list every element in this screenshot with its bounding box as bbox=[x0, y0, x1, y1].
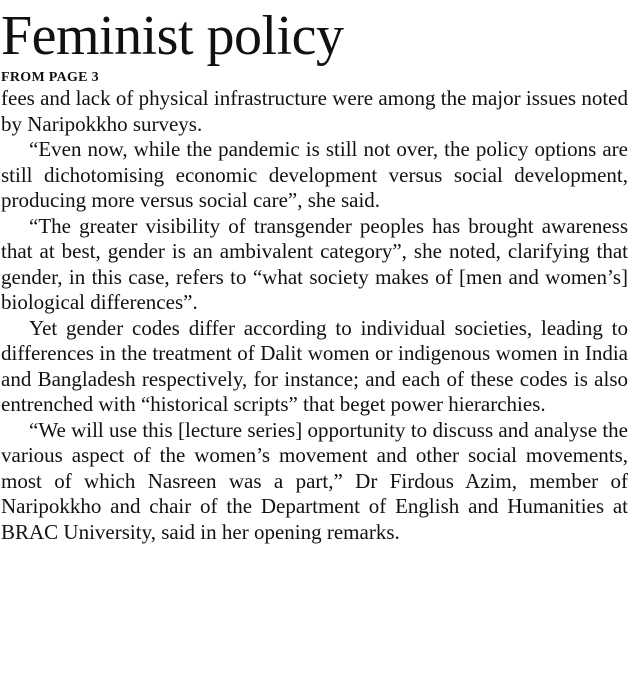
headline: Feminist policy bbox=[1, 5, 344, 67]
paragraph-2: “Even now, while the pandemic is still not over, the policy options are still dichotomising economic development versus social development, producing more versus social care”, she said. bbox=[1, 137, 628, 212]
paragraph-4: Yet gender codes differ according to individual societies, leading to differences in the treatment of Dalit women or indigenous women in India and Bangladesh respectively, for instance; and each of these codes is also entrenched with “historical scripts” that beget power hierarchies. bbox=[1, 315, 628, 416]
article bbox=[1, 0, 628, 545]
paragraph-3: “The greater visibility of transgender peoples has brought awareness that at best, gender is an ambivalent category”, she noted, clarifying that gender, in this case, refers to “what society makes of [men and women’s] biological differences”. bbox=[1, 213, 628, 314]
paragraph-5: “We will use this [lecture series] opportunity to discuss and analyse the various aspect of the women’s movement and other social movements, most of which Nasreen was a part,” Dr Firdous Azim, member of Naripokkho and chair of the Department of English and Humanities at BRAC University, said in her opening remarks. bbox=[1, 417, 628, 544]
continued-from-label: FROM PAGE 3 bbox=[1, 70, 99, 85]
paragraph-1: fees and lack of physical infrastructure were among the major issues noted by Naripokkho surveys. bbox=[1, 86, 628, 136]
article-body bbox=[1, 86, 628, 545]
